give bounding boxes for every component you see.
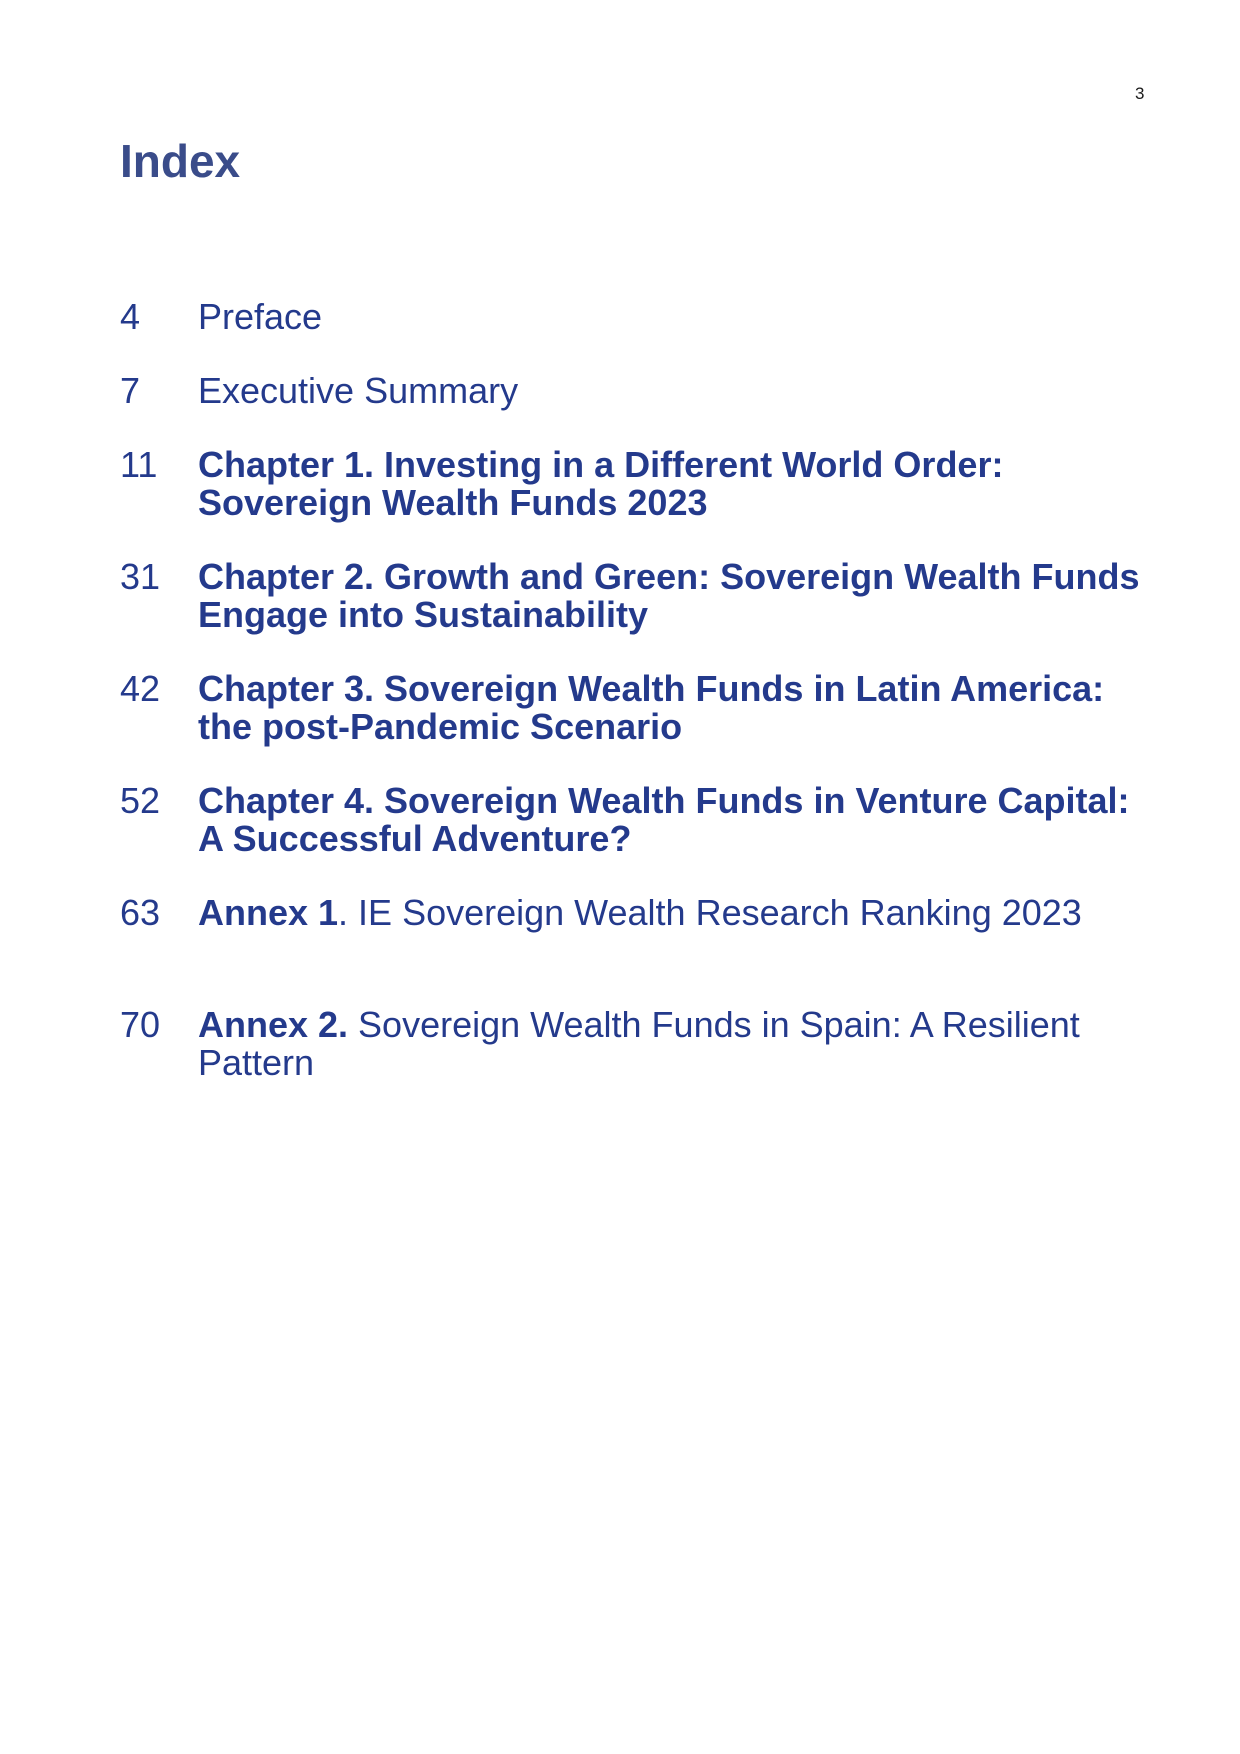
toc-entry-title-regular: Executive Summary: [198, 370, 519, 411]
toc-entry-annex-2[interactable]: [120, 1006, 1140, 1082]
toc-entry-title: [198, 298, 1140, 336]
toc-page-number: 52: [120, 780, 161, 821]
toc-entry-title-regular: Preface: [198, 296, 323, 337]
toc-page-number: 11: [120, 444, 158, 485]
toc-entry-chapter-4[interactable]: [120, 782, 1140, 858]
toc-entry-title-bold: Annex 1: [198, 892, 339, 933]
toc-entry-chapter-2[interactable]: [120, 558, 1140, 634]
toc-page-number: 70: [120, 1004, 161, 1045]
toc-entry-chapter-1[interactable]: [120, 446, 1140, 522]
toc-entry-title: [198, 446, 1140, 522]
toc-entry-title: [198, 894, 1140, 932]
toc-entry-preface[interactable]: [120, 298, 1140, 336]
toc-entry-title-bold: Chapter 1. Investing in a Different World Order: Sovereign Wealth Funds 2023: [198, 444, 1004, 523]
toc-entry-title-bold: Chapter 2. Growth and Green: Sovereign Wealth Funds Engage into Sustainability: [198, 556, 1140, 635]
page-title: Index: [120, 135, 241, 187]
toc-page-number: 7: [120, 370, 141, 411]
toc-entry-annex-1[interactable]: [120, 894, 1140, 932]
toc-entry-title-bold: Chapter 4. Sovereign Wealth Funds in Venture Capital: A Successful Adventure?: [198, 780, 1130, 859]
toc-entry-title-regular: . IE Sovereign Wealth Research Ranking 2023: [338, 892, 1082, 933]
toc-entry-title-bold: Annex 2.: [198, 1004, 349, 1045]
toc-page-number: 42: [120, 668, 161, 709]
toc-entry-title: [198, 372, 1140, 410]
toc-entry-chapter-3[interactable]: [120, 670, 1140, 746]
toc-entry-title: [198, 670, 1140, 746]
toc-page-number: 31: [120, 556, 161, 597]
toc-entry-title-bold: Chapter 3. Sovereign Wealth Funds in Latin America: the post-Pandemic Scenario: [198, 668, 1105, 747]
toc-entry-title: [198, 1006, 1140, 1082]
toc-entry-title-regular: Sovereign Wealth Funds in Spain: A Resilient Pattern: [198, 1004, 1080, 1083]
toc-entry-executive-summary[interactable]: [120, 372, 1140, 410]
page-number: 3: [1135, 84, 1145, 103]
toc-entry-title: [198, 558, 1140, 634]
toc-page-number: 4: [120, 296, 141, 337]
toc-entry-title: [198, 782, 1140, 858]
toc-page-number: 63: [120, 892, 161, 933]
